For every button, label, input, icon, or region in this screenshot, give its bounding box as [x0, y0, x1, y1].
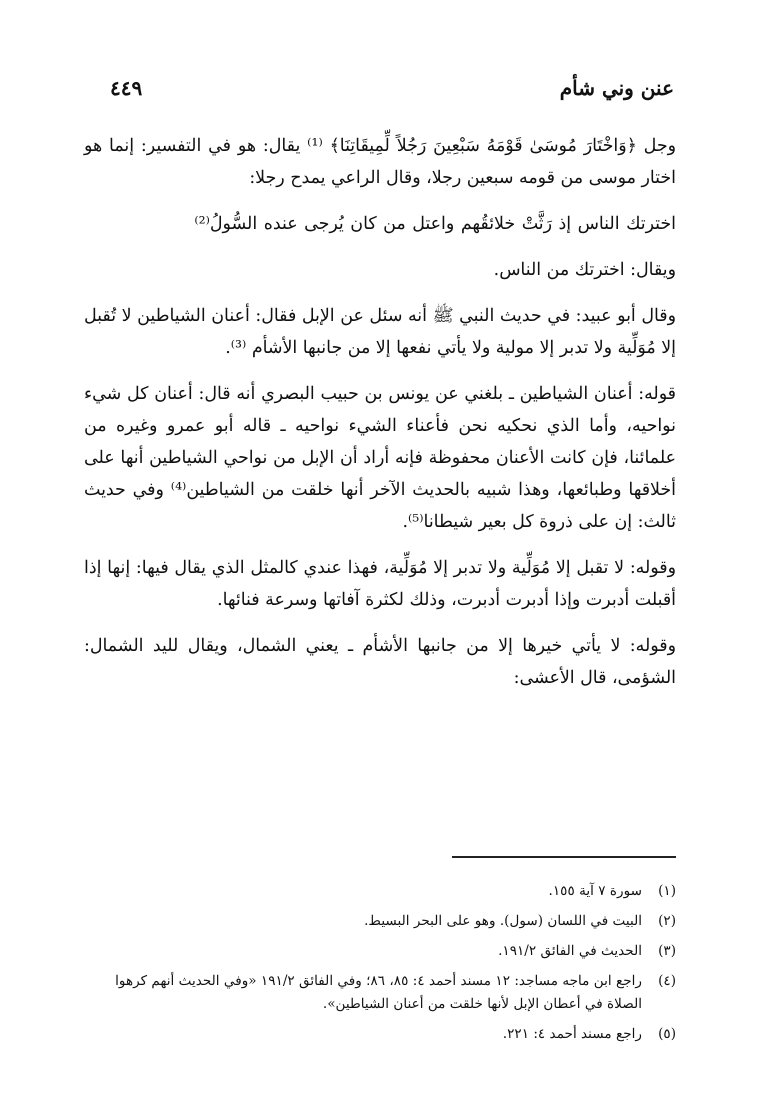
footnote: [84, 940, 676, 963]
footnote: [84, 970, 676, 1016]
paragraph: وجل ﴿وَاخْتَارَ مُوسَىٰ قَوْمَهُ سَبْعِينَ رَجُلاً لِّمِيقَاتِنَا﴾ ⁽¹⁾ يقال: هو في التفسير: إنما هو اختار موسى من قومه سبعين رجلا، وقال الراعي يمدح رجلا:: [84, 136, 677, 188]
page-number: ٤٤٩: [110, 76, 143, 100]
footnote-text: البيت في اللسان (سول). وهو على البحر البسيط.: [364, 913, 642, 929]
footnote-number: (٢): [658, 913, 676, 929]
footnote-number: (٥): [658, 1026, 676, 1042]
footnote-number: (٤): [658, 973, 676, 989]
running-title: عنن وني شأم: [559, 76, 674, 100]
footnote: [84, 910, 676, 933]
footnote-text: سورة ٧ آية ١٥٥.: [548, 883, 642, 899]
paragraph: وقوله: لا يأتي خيرها إلا من جانبها الأشأم ـ يعني الشمال، ويقال لليد الشمال: الشؤمى، قال الأعشى:: [84, 636, 676, 688]
footnote-number: (١): [658, 883, 676, 899]
footnote-text: الحديث في الفائق ١٩١/٢.: [498, 943, 642, 959]
footnote: [84, 880, 676, 903]
page-header: [110, 70, 674, 106]
footnote-text: راجع مسند أحمد ٤: ٢٢١.: [502, 1026, 642, 1042]
poem-verse: اخترتك الناس إذ رَثَّتْ خلائقُهم واعتل من كان يُرجى عنده السُّولُ⁽²⁾: [194, 214, 676, 234]
main-text: [84, 130, 676, 708]
paragraph: ويقال: اخترتك من الناس.: [493, 260, 676, 280]
footnote-text: راجع ابن ماجه مساجد: ١٢ مسند أحمد ٤: ٨٥، ٨٦؛ وفي الفائق ١٩١/٢ «وفي الحديث أنهم كرهوا الصلاة في أعطان الإبل لأنها خلقت من أعنان الشياطين».: [115, 973, 642, 1012]
footnote-number: (٣): [658, 943, 676, 959]
paragraph: قوله: أعنان الشياطين ـ بلغني عن يونس بن حبيب البصري أنه قال: أعنان كل شيء نواحيه، وأما الذي نحكيه نحن فأعناء الشيء نواحيه ـ قاله أبو عمرو وغيره من علمائنا، فإن كانت الأعنان محفوظة فإنه أراد أن الإبل من نواحي الشياطين أنها على أخلاقها وطبائعها، وهذا شبيه بالحديث الآخر أنها خلقت من الشياطين⁽⁴⁾ وفي حديث ثالث: إن على ذروة كل بعير شيطانا⁽⁵⁾.: [84, 384, 676, 532]
paragraph: وقوله: لا تقبل إلا مُوَلِّية ولا تدبر إلا مُوَلِّية، فهذا عندي كالمثل الذي يقال فيها: إنها إذا أقبلت أدبرت وإذا أدبرت أدبرت، وذلك لكثرة آفاتها وسرعة فنائها.: [84, 558, 676, 610]
footnote-separator: [452, 856, 676, 858]
paragraph: وقال أبو عبيد: في حديث النبي ﷺ أنه سئل عن الإبل فقال: أعنان الشياطين لا تُقبل إلا مُوَلِّية ولا تدبر إلا مولية ولا يأتي نفعها إلا من جانبها الأشأم ⁽³⁾.: [84, 306, 676, 358]
footnote: [84, 1023, 676, 1046]
footnotes: [84, 880, 676, 1053]
